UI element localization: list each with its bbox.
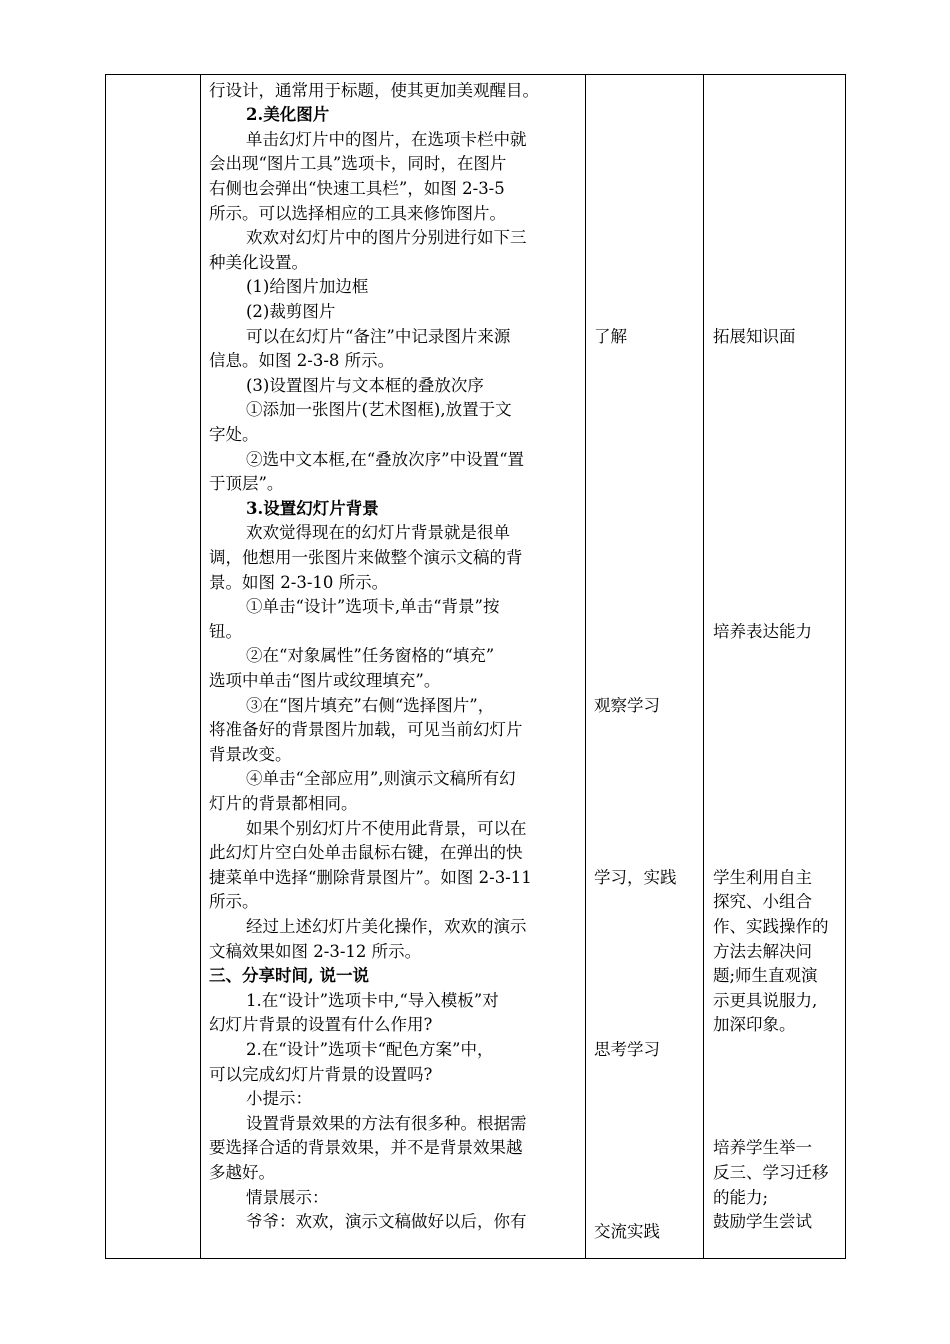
content-line: 欢欢觉得现在的幻灯片背景就是很单 (246, 523, 510, 543)
content-line: 捷菜单中选择“删除背景图片”。如图 2-3-11 (209, 867, 532, 887)
content-line: 情景展示： (246, 1187, 329, 1207)
design-intent-text: 示更具说服力, (713, 990, 818, 1010)
content-line: ③在“图片填充”右侧“选择图片”， (246, 695, 495, 715)
content-line: 可以完成幻灯片背景的设置吗? (209, 1064, 433, 1084)
content-line: 多越好。 (209, 1162, 275, 1182)
content-line: (2)裁剪图片 (246, 301, 336, 321)
section-heading: 2.美化图片 (246, 105, 330, 125)
design-intent-text: 拓展知识面 (713, 326, 796, 346)
content-line: 2.在“设计”选项卡“配色方案”中， (246, 1039, 494, 1059)
content-line: 于顶层”。 (209, 474, 284, 494)
student-activity-text: 交流实践 (594, 1221, 660, 1241)
design-intent-text: 作、实践操作的 (713, 916, 829, 936)
content-line: 经过上述幻灯片美化操作，欢欢的演示 (246, 916, 527, 936)
content-line: 钮。 (209, 621, 242, 641)
content-line: (1)给图片加边框 (246, 277, 369, 297)
content-line: 字处。 (209, 424, 259, 444)
lesson-table (105, 74, 846, 1259)
content-line: 文稿效果如图 2-3-12 所示。 (209, 941, 422, 961)
section-heading: 三、分享时间, 说一说 (209, 966, 369, 986)
design-intent-text: 鼓励学生尝试 (713, 1212, 812, 1232)
design-intent-text: 培养表达能力 (713, 621, 812, 641)
content-line: 信息。如图 2-3-8 所示。 (209, 351, 395, 371)
content-line: 将准备好的背景图片加载，可见当前幻灯片 (209, 720, 523, 740)
student-activity-text: 观察学习 (594, 695, 660, 715)
content-line: 行设计，通常用于标题，使其更加美观醒目。 (209, 80, 539, 100)
content-line: 可以在幻灯片“备注”中记录图片来源 (246, 326, 511, 346)
content-line: 如果个别幻灯片不使用此背景，可以在 (246, 818, 527, 838)
design-intent-text: 题;师生直观演 (713, 966, 818, 986)
column-divider-1 (200, 75, 201, 1258)
design-intent-text: 的能力; (713, 1187, 769, 1207)
content-line: (3)设置图片与文本框的叠放次序 (246, 375, 484, 395)
student-activity-text: 思考学习 (594, 1039, 660, 1059)
content-line: 爷爷：欢欢，演示文稿做好以后，你有 (246, 1212, 527, 1232)
content-line: 设置背景效果的方法有很多种。根据需 (246, 1113, 527, 1133)
content-line: 右侧也会弹出“快速工具栏”，如图 2-3-5 (209, 178, 505, 198)
column-divider-2 (585, 75, 586, 1258)
content-line: 此幻灯片空白处单击鼠标右键，在弹出的快 (209, 843, 523, 863)
content-line: 景。如图 2-3-10 所示。 (209, 572, 389, 592)
content-line: 调，他想用一张图片来做整个演示文稿的背 (209, 547, 523, 567)
content-line: 种美化设置。 (209, 252, 308, 272)
design-intent-text: 培养学生举一 (713, 1138, 812, 1158)
content-line: 1.在“设计”选项卡中,“导入模板”对 (246, 990, 499, 1010)
content-line: ④单击“全部应用”,则演示文稿所有幻 (246, 769, 516, 789)
content-line: ①单击“设计”选项卡,单击“背景”按 (246, 597, 500, 617)
content-line: 选项中单击“图片或纹理填充”。 (209, 670, 441, 690)
content-line: 背景改变。 (209, 744, 292, 764)
content-line: 所示。 (209, 892, 259, 912)
content-line: 欢欢对幻灯片中的图片分别进行如下三 (246, 228, 527, 248)
student-activity-text: 学习，实践 (594, 867, 677, 887)
content-line: 幻灯片背景的设置有什么作用? (209, 1015, 433, 1035)
content-line: 会出现“图片工具”选项卡，同时，在图片 (209, 154, 507, 174)
design-intent-text: 加深印象。 (713, 1015, 796, 1035)
content-line: ①添加一张图片(艺术图框),放置于文 (246, 400, 512, 420)
design-intent-text: 方法去解决问 (713, 941, 812, 961)
design-intent-text: 探究、小组合 (713, 892, 812, 912)
content-line: 要选择合适的背景效果，并不是背景效果越 (209, 1138, 523, 1158)
content-line: 小提示： (246, 1089, 312, 1109)
content-line: ②在“对象属性”任务窗格的“填充” (246, 646, 495, 666)
design-intent-text: 反三、学习迁移 (713, 1162, 829, 1182)
section-heading: 3.设置幻灯片背景 (246, 498, 379, 518)
column-divider-3 (703, 75, 704, 1258)
content-line: 灯片的背景都相同。 (209, 793, 358, 813)
student-activity-text: 了解 (594, 326, 627, 346)
content-line: 单击幻灯片中的图片，在选项卡栏中就 (246, 129, 527, 149)
design-intent-text: 学生利用自主 (713, 867, 812, 887)
content-line: 所示。可以选择相应的工具来修饰图片。 (209, 203, 506, 223)
content-line: ②选中文本框,在“叠放次序”中设置“置 (246, 449, 525, 469)
